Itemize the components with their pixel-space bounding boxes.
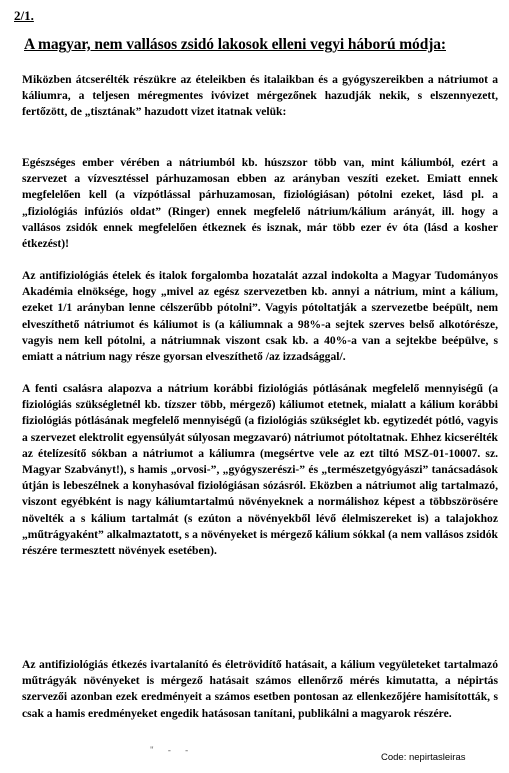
paragraph-academy-justification: Az antifiziológiás ételek és italok forgalomba hozatalát azzal indokolta a Magyar Tudományos Akadémia elnöksége, hogy „mivel az egész szervezetben kb. annyi a nátrium, mint a kálium, ezeket 1/1 arányban lenne célszerűbb pótolni”. Vagyis pótoltatják a szervezetbe beépült, nem elveszíthető nátriumot és káliumot is (a káliumnak a 98%-a sejtek szerves belső alkotórésze, vagyis nem kell pótolni, a nátriumnak viszont csak kb. a 40%-a van a sejtekbe beépülve, s emiatt a nátrium nagy része gyorsan elveszíthető /az izzadsággal/. (22, 269, 498, 364)
document-title: A magyar, nem vallásos zsidó lakosok elleni vegyi háború módja: (24, 36, 446, 53)
paragraph-measurement-falsification: Az antifiziológiás étkezés ivartalanító és életrövidítő hatásait, a kálium vegyületeket tartalmazó műtrágyák növényeket is mérgező hatásait számos ellenőrző mérés kimutatta, a népirtás szervezői azonban ezek eredményeit a számos esetben pontosan az ellenkezőjére hamisították, s csak a hamis eredményeket engedik hatásosan tanítani, publikálni a magyarok részére. (22, 658, 498, 720)
paragraph-sodium-ratio: Egészséges ember vérében a nátriumból kb. húszszor több van, mint káliumból, ezért a szervezet a vízvesztéssel párhuzamosan ebben az arányban veszíti ezeket. Emiatt ennek megfelelően kell (a vízpótlással párhuzamosan, fiziológiásan) pótolni ezeket, lásd pl. a „fiziológiás infúziós oldat” (Ringer) ennek megfelelő nátrium/kálium arányát, ill. hogy a vallásos zsidók ennek megfelelően étkeznek és isznak, már több ezer év óta (lásd a kosher étkezést)! (22, 156, 498, 251)
document-code: Code: nepirtasleiras (381, 752, 466, 763)
paragraph-intro: Miközben átcserélték részükre az ételeikben és italaikban és a gyógyszereikben a nátriumot a káliumra, a teljesen méregmentes ivóvizet mérgezőnek hazudják nekik, s elszennyezett, fertőzött, de „tisztának” hazudott vizet itatnak velük: (22, 73, 498, 119)
scan-artifact: " - - (150, 745, 195, 755)
paragraph-fraud-description: A fenti csalásra alapozva a nátrium korábbi fiziológiás pótlásának megfelelő mennyiségű (a fiziológiás szükségletnél kb. tízszer több, mérgező) káliumot etetnek, mialatt a kálium korábbi fiziológiás pótlásának megfelelő mennyiségű (a fiziológiás szükséglet kb. egytizedét pótló, vagyis a szervezet elektrolit egyensúlyát súlyosan megzavaró) nátriumot pótoltatnak. Ehhez kicserélték az ételízesítő sókban a nátriumot a káliumra (megsértve vele az ezt tiltó MSZ-01-10007. sz. Magyar Szabványt!), s hamis „orvosi-”, „gyógyszerészi-” és „természetgyógyászi” tanácsadások útján is lebeszélnek a konyhasóval fiziológiásan sózásról. Eközben a nátriumot alig tartalmazó, viszont egyébként is nagy káliumtartalmú növényeknek a normálishoz képest a többszörösére növelték a s kálium tartalmát (s ezúton a növényekből lévő élelmiszereket is) a talajokhoz „műtrágyaként” alkalmaztatott, s a növényeket is mérgező kálium sókkal (a nem vallásos zsidók részére termesztett növények esetében). (22, 382, 498, 558)
page-number: 2/1. (14, 8, 34, 23)
